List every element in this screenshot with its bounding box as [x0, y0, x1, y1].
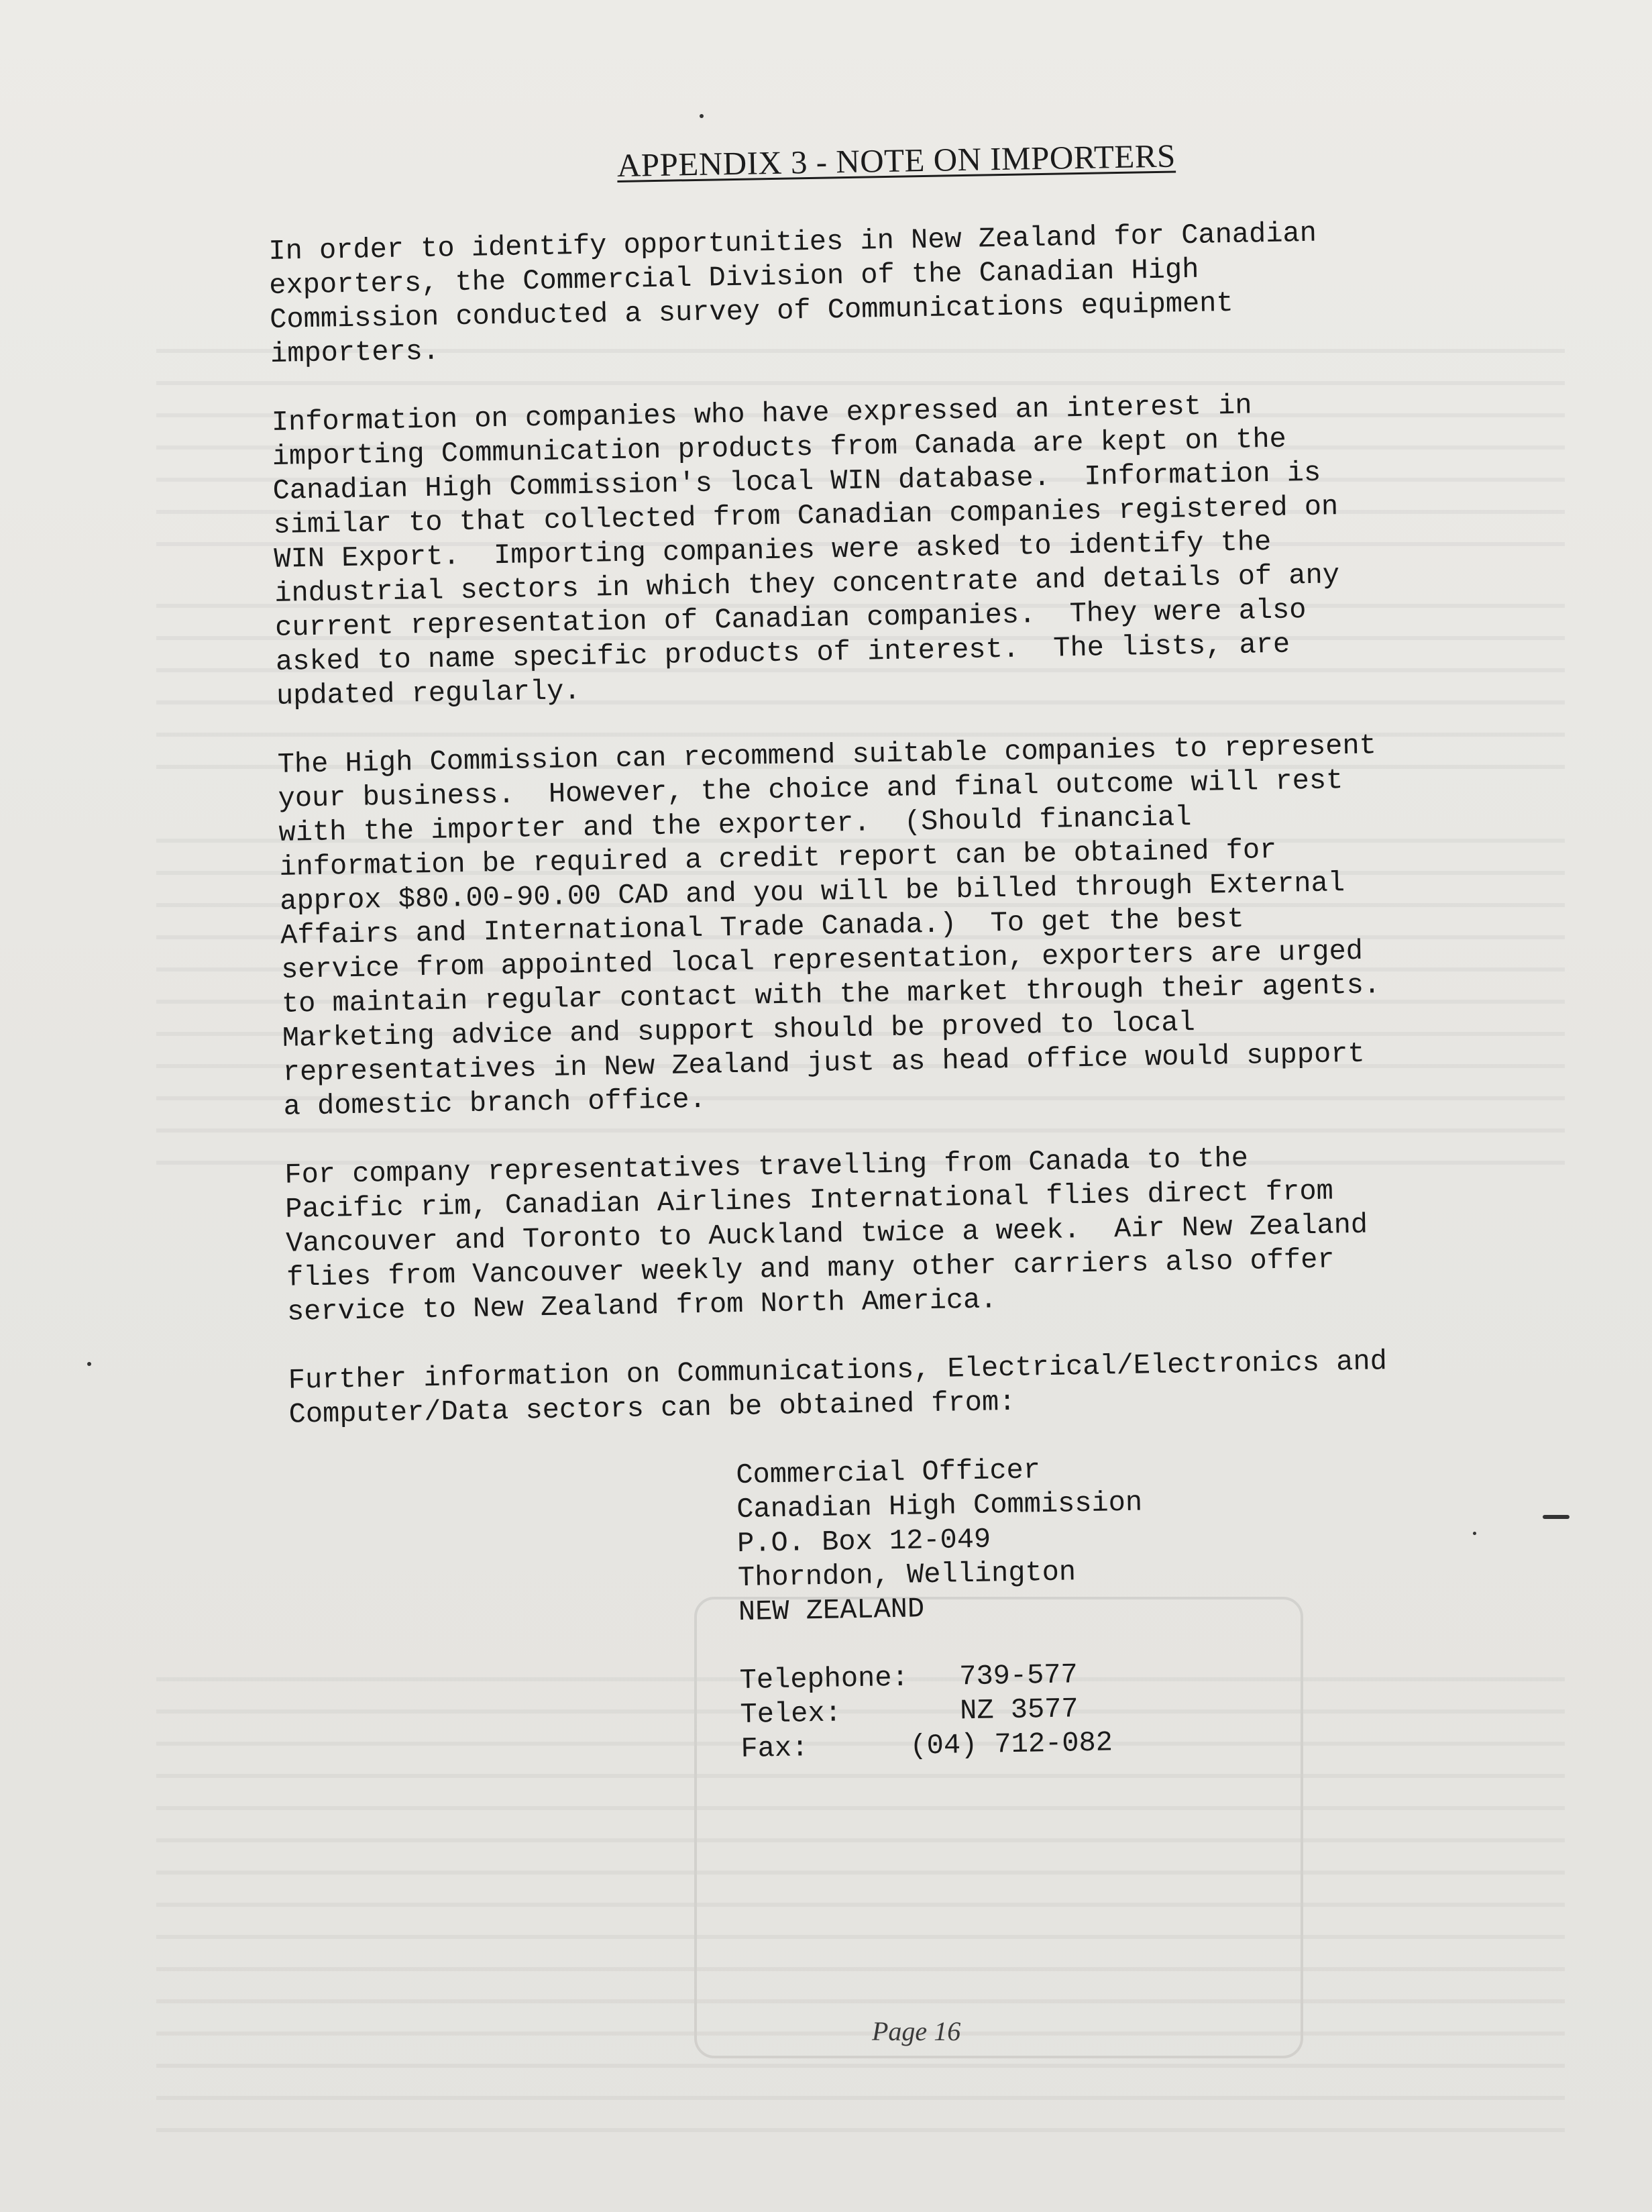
- paper-speck: [1543, 1515, 1570, 1519]
- paragraph-further-info: Further information on Communications, Electrical/Electronics and Computer/Data sectors can be obtained from:: [288, 1345, 1388, 1431]
- body-text: [268, 212, 1603, 1775]
- telex-line: Telex: NZ 3577: [740, 1693, 1079, 1732]
- page-title: APPENDIX 3 - NOTE ON IMPORTERS: [616, 137, 1176, 184]
- paragraph-representation: The High Commission can recommend suitable companies to represent your business. However, the choice and final outcome will rest with the importer and the exporter. (Should financial information be required a credit report can be obtained for approx $80.00-90.00 CAD and you will be billed through External Affairs and International Trade Canada.) To get the best service from appointed local representation, exporters are urged to maintain regular contact with the market through their agents. Marketing advice and support should be proved to local representatives in New Zealand just as head office would support a domestic branch office.: [277, 729, 1381, 1123]
- paper-speck: [87, 1362, 91, 1366]
- paragraph-travel: For company representatives travelling from Canada to the Pacific rim, Canadian Airlines International flies direct from Vancouver and Toronto to Auckland twice a week. Air New Zealand flies from Vancouver weekly and many other carriers also offer service to New Zealand from North America.: [284, 1142, 1368, 1328]
- paragraph-win-database: Information on companies who have expressed an interest in importing Communication products from Canada are kept on the Canadian High Commission's local WIN database. Information is similar to that collected from Canadian companies registered on WIN Export. Importing companies were asked to identify the industrial sectors in which they concentrate and details of any current representation of Canadian companies. They were also asked to name specific products of interest. The lists, are updated regularly.: [271, 389, 1340, 713]
- fax-line: Fax: (04) 712-082: [740, 1726, 1113, 1766]
- telephone-line: Telephone: 739-577: [739, 1658, 1079, 1697]
- paper-speck: [1473, 1532, 1476, 1535]
- mailing-address: Commercial Officer Canadian High Commission P.O. Box 12-049 Thorndon, Wellington NEW ZEALAND: [735, 1454, 1143, 1629]
- paragraph-intro: In order to identify opportunities in New Zealand for Canadian exporters, the Commercial Division of the Canadian High Commission conducted a survey of Communications equipment importers.: [268, 217, 1317, 370]
- page-number: Page 16: [872, 2016, 961, 2046]
- paper-speck: [700, 114, 704, 118]
- contact-details: [739, 1649, 1602, 1767]
